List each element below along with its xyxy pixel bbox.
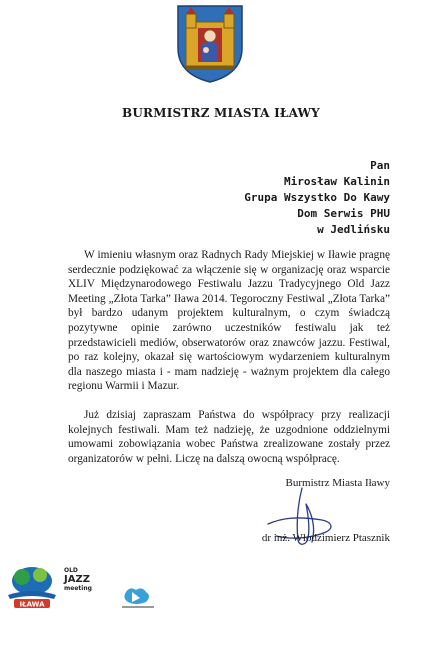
recipient-line: Grupa Wszystko Do Kawy [244, 191, 390, 204]
body-paragraph: Już dzisiaj zapraszam Państwa do współpracy przy realizacji kolejnych festiwali. Mam też nadzieję, że uzgodnione oddzielnymi umowami zobowiązania wobec Państwa zrealizowane zostały przez organizatorów w pełni. Liczę na dalszą owocną współpracę. [68, 408, 390, 465]
signature-title: Burmistrz Miasta Iławy [285, 477, 390, 489]
jazz-logo-line: OLD [64, 567, 78, 574]
culture-center-logo-icon [118, 584, 158, 610]
body-paragraph: W imieniu własnym oraz Radnych Rady Miejskiej w Iławie pragnę serdecznie podziękować za włączenie się w organizację oraz wsparcie XLIV Międzynarodowego Festiwalu Jazzu Tradycyjnego Old Jazz Meeting „Złota Tarka” Iława 2014. Tegoroczny Festiwal „Złota Tarka” był bardzo udanym projektem kulturalnym, o czym świadczą pozytywne opinie zarówno uczestników festiwalu jak też przedstawicieli mediów, obserwatorów oraz znawców jazzu. Festiwal, po raz kolejny, okazał się wartościowym wydarzeniem kulturalnym dla naszego miasta i - mam nadzieję - ważnym projektem dla całego regionu Warmii i Mazur. [68, 249, 390, 393]
ilawa-logo-label: IŁAWA [19, 600, 45, 609]
letter-body [68, 248, 390, 466]
old-jazz-meeting-logo [64, 566, 92, 608]
jazz-logo-line: JAZZ [64, 574, 90, 585]
recipient-line: Dom Serwis PHU [297, 207, 390, 220]
city-crest-icon [176, 4, 244, 84]
recipient-address [244, 158, 390, 238]
recipient-line: w Jedlińsku [317, 223, 390, 236]
signatory-name: dr inż. Włodzimierz Ptasznik [261, 532, 390, 544]
recipient-line: Pan [370, 159, 390, 172]
ilawa-logo-icon [4, 565, 60, 610]
recipient-line: Mirosław Kalinin [284, 175, 390, 188]
letterhead-title: BURMISTRZ MIASTA IŁAWY [122, 106, 320, 120]
jazz-logo-line: meeting [64, 585, 92, 592]
